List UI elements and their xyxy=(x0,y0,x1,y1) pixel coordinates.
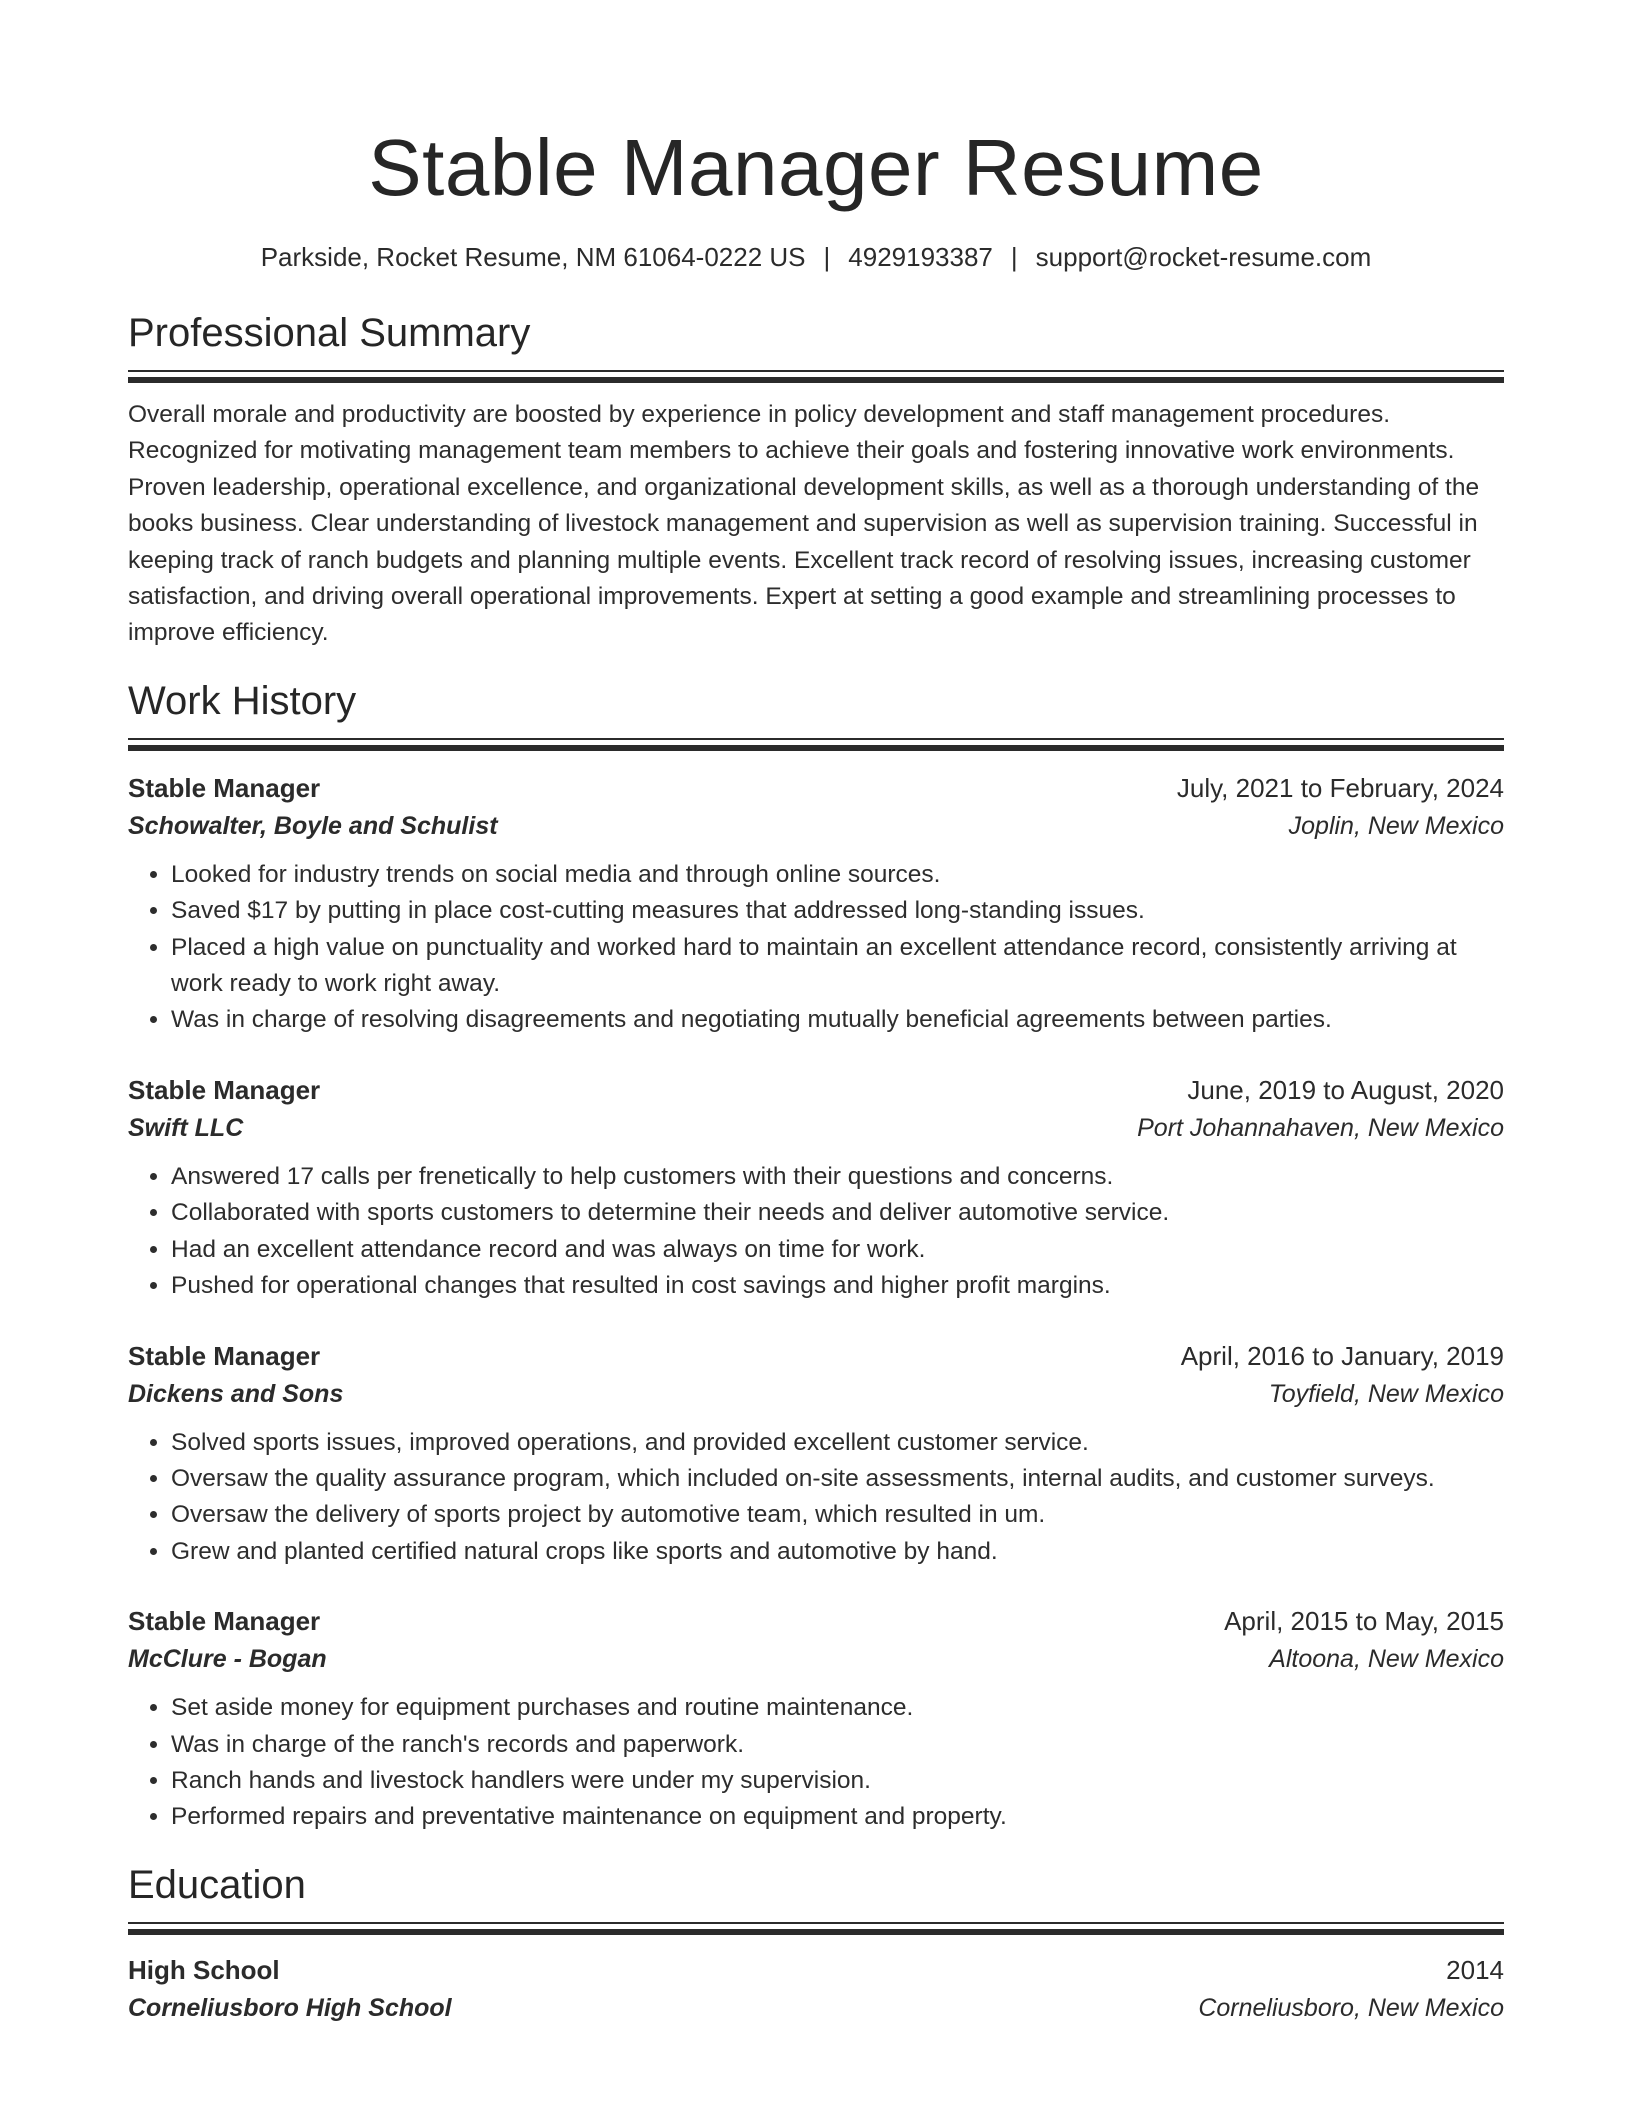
job-dates: June, 2019 to August, 2020 xyxy=(1187,1074,1504,1105)
job-company: Dickens and Sons xyxy=(128,1379,344,1408)
section-divider-thick xyxy=(128,377,1504,383)
contact-email: support@rocket-resume.com xyxy=(1035,242,1372,272)
job-entry xyxy=(128,1602,1504,1836)
job-entry xyxy=(128,1337,1504,1571)
job-company-row xyxy=(128,807,1504,845)
summary-text: Overall morale and productivity are boosted by experience in policy development and staff management procedures. Recognized for motivating management team members to achieve their goals and fostering innovative work environments. Proven leadership, operational excellence, and organizational development skills, as well as a thorough understanding of the books business. Clear understanding of livestock management and supervision as well as supervision training. Successful in keeping track of ranch budgets and planning multiple events. Excellent track record of resolving issues, increasing customer satisfaction, and driving overall operational improvements. Expert at setting a good example and streamlining processes to improve efficiency. xyxy=(128,401,1480,647)
education-year: 2014 xyxy=(1446,1954,1504,1985)
job-company: McClure - Bogan xyxy=(128,1645,327,1674)
section-divider-thick xyxy=(128,1929,1504,1935)
job-company: Schowalter, Boyle and Schulist xyxy=(128,811,498,840)
job-company-row xyxy=(128,1109,1504,1147)
job-title: Stable Manager xyxy=(128,1606,321,1637)
job-bullets xyxy=(128,1690,1504,1836)
job-entry xyxy=(128,769,1504,1039)
education-degree: High School xyxy=(128,1954,280,1985)
contact-address: Parkside, Rocket Resume, NM 61064-0222 US xyxy=(260,242,806,272)
job-location: Toyfield, New Mexico xyxy=(1268,1379,1504,1408)
section-heading-education: Education xyxy=(128,1862,306,1907)
job-bullets xyxy=(128,1425,1504,1571)
section-divider xyxy=(128,370,1504,372)
education-header-row xyxy=(128,1951,1504,1989)
section-divider xyxy=(128,1922,1504,1924)
job-company-row xyxy=(128,1375,1504,1413)
job-header-row xyxy=(128,1602,1504,1640)
education-list xyxy=(128,1951,1504,2027)
education-location: Corneliusboro, New Mexico xyxy=(1198,1993,1504,2022)
job-bullet-item: • Placed a high value on punctuality and worked hard to maintain an excellent attendance record, consistently arriving at work ready to work right away. xyxy=(171,930,1504,1003)
job-bullets xyxy=(128,857,1504,1039)
job-bullet-item: • Answered 17 calls per frenetically to help customers with their questions and concerns. xyxy=(171,1159,1504,1195)
jobs-list xyxy=(128,769,1504,1836)
job-location: Joplin, New Mexico xyxy=(1288,811,1504,840)
job-title: Stable Manager xyxy=(128,1340,321,1371)
job-bullet-item: • Solved sports issues, improved operations, and provided excellent customer service. xyxy=(171,1425,1504,1461)
contact-separator: | xyxy=(1010,242,1018,272)
job-company: Swift LLC xyxy=(128,1113,244,1142)
contact-phone: 4929193387 xyxy=(848,242,993,272)
job-bullet-item: • Ranch hands and livestock handlers were under my supervision. xyxy=(171,1763,1504,1799)
job-bullet-item: • Oversaw the quality assurance program, which included on-site assessments, internal audits, and customer surveys. xyxy=(171,1461,1504,1497)
job-header-row xyxy=(128,1071,1504,1109)
section-divider xyxy=(128,738,1504,740)
education-section xyxy=(128,1860,1504,2027)
job-location: Port Johannahaven, New Mexico xyxy=(1137,1113,1504,1142)
education-entry xyxy=(128,1951,1504,2027)
job-bullet-item: • Performed repairs and preventative maintenance on equipment and property. xyxy=(171,1799,1504,1835)
contact-line xyxy=(128,240,1504,274)
job-bullet-item: • Collaborated with sports customers to determine their needs and deliver automotive service. xyxy=(171,1195,1504,1231)
job-header-row xyxy=(128,1337,1504,1375)
education-school-row xyxy=(128,1989,1504,2027)
job-location: Altoona, New Mexico xyxy=(1269,1645,1504,1674)
job-dates: April, 2016 to January, 2019 xyxy=(1180,1340,1504,1371)
job-bullet-item: • Had an excellent attendance record and was always on time for work. xyxy=(171,1232,1504,1268)
job-company-row xyxy=(128,1640,1504,1678)
job-bullet-item: • Looked for industry trends on social media and through online sources. xyxy=(171,857,1504,893)
section-heading-summary: Professional Summary xyxy=(128,311,531,355)
job-dates: April, 2015 to May, 2015 xyxy=(1224,1606,1504,1637)
job-entry xyxy=(128,1071,1504,1305)
job-header-row xyxy=(128,769,1504,807)
job-title: Stable Manager xyxy=(128,1074,321,1105)
job-bullet-item: • Was in charge of resolving disagreements and negotiating mutually beneficial agreements between parties. xyxy=(171,1002,1504,1038)
education-school: Corneliusboro High School xyxy=(128,1993,452,2022)
section-divider-thick xyxy=(128,745,1504,751)
job-dates: July, 2021 to February, 2024 xyxy=(1176,772,1504,803)
job-bullet-item: • Was in charge of the ranch's records and paperwork. xyxy=(171,1727,1504,1763)
job-bullets xyxy=(128,1159,1504,1305)
job-bullet-item: • Set aside money for equipment purchases and routine maintenance. xyxy=(171,1690,1504,1726)
work-history-section xyxy=(128,676,1504,1836)
summary-section xyxy=(128,308,1504,652)
job-title: Stable Manager xyxy=(128,772,321,803)
section-heading-work: Work History xyxy=(128,678,357,723)
resume-title: Stable Manager Resume xyxy=(368,123,1264,212)
job-bullet-item: • Grew and planted certified natural crops like sports and automotive by hand. xyxy=(171,1534,1504,1570)
contact-separator: | xyxy=(823,242,831,272)
job-bullet-item: • Saved $17 by putting in place cost-cutting measures that addressed long-standing issues. xyxy=(171,893,1504,929)
job-bullet-item: • Oversaw the delivery of sports project by automotive team, which resulted in um. xyxy=(171,1497,1504,1533)
job-bullet-item: • Pushed for operational changes that resulted in cost savings and higher profit margins. xyxy=(171,1268,1504,1304)
